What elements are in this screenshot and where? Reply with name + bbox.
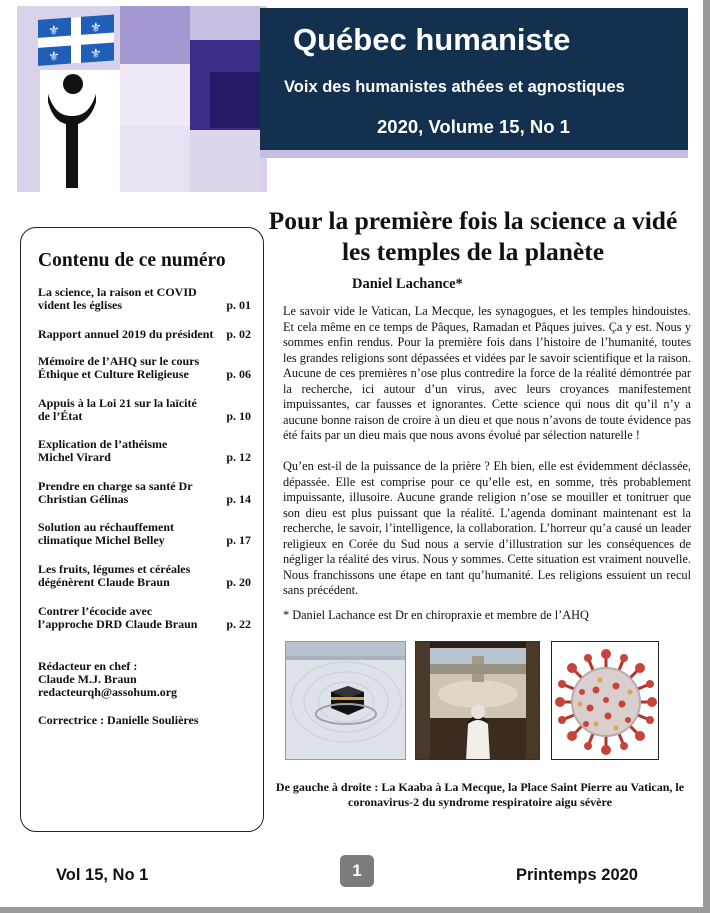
editor-label: Rédacteur en chef : xyxy=(38,659,138,673)
page-number-badge: 1 xyxy=(340,855,374,887)
coronavirus-image xyxy=(551,641,659,760)
svg-text:⚜: ⚜ xyxy=(48,49,60,66)
toc-item[interactable] xyxy=(38,605,253,631)
toc-item-text: Appuis à la Loi 21 sur la laïcité de l’État xyxy=(38,396,197,423)
magazine-title: Québec humaniste xyxy=(293,22,571,57)
footer-volume: Vol 15, No 1 xyxy=(56,866,149,884)
page-frame-bottom xyxy=(0,907,710,913)
vatican-photo xyxy=(415,641,540,760)
toc-item-page: p. 01 xyxy=(226,298,251,312)
article-paragraph: Le savoir vide le Vatican, La Mecque, les synagogues, et les temples hindouistes. Et cela même en ce temps de Pâques, Ramadan et Pâques juives. Ça y est. Nous y sommes enfin rendus. Pour la première fois dans l’histoire de l’humanité, toutes les grandes religions sont dépassées et vidées par le savoir scientifique et la raison. Aucune de ces premières n’ose plus contredire la force de la réalité démontrée par la recherche, ici autour d’un virus, avec leurs croyances manifestement impuissantes, car fausses et ignorantes. Cette science qui nous dit qu’il n’y a aucune bonne raison de croire à un dieu et que nous n’avons de toute évidence pas été faits par un dieu mais que nous avons évolué par sélection naturelle ! xyxy=(283,304,691,442)
toc-item-page: p. 10 xyxy=(226,409,251,423)
editor-name: Claude M.J. Braun xyxy=(38,672,137,686)
toc-title: Contenu de ce numéro xyxy=(38,250,226,271)
proofreader: Correctrice : Danielle Soulières xyxy=(38,713,199,727)
toc-item-text: Explication de l’athéisme Michel Virard xyxy=(38,437,168,464)
toc-item[interactable] xyxy=(38,286,253,312)
mosaic-tile xyxy=(120,126,190,192)
editor-email[interactable]: redacteurqh@assohum.org xyxy=(38,685,178,699)
quebec-flag-icon xyxy=(36,10,118,70)
footer-season: Printemps 2020 xyxy=(516,866,638,884)
toc-item-page: p. 20 xyxy=(226,575,251,589)
article-paragraph: Qu’en est-il de la puissance de la prière ? Eh bien, elle est évidemment déclassée, dépassée. Elle est comprise pour ce qu’elle est, en somme, très probablement impuissante, illusoire. Aucune grande religion n’ose se mouiller et tonitruer que son dieu est plus puissant que la réalité. L’agenda dominant maintenant est la recherche, le savoir, l’intelligence, la collaboration. L’horreur qu’a causé un leader religieux en Corée du Sud nous a servie d’illustration sur les conséquences de négliger la réalité des virus. Nous y sommes. Cette situation est vraiment nouvelle. Nous franchissons une étape en tant qu’humanité. Les religions essuient un recul sans précédent. xyxy=(283,459,691,597)
toc-item-text: Solution au réchauffement climatique Michel Belley xyxy=(38,520,174,547)
svg-text:⚜: ⚜ xyxy=(90,46,102,63)
happy-human-logo-icon xyxy=(44,72,100,188)
toc-item-text: Les fruits, légumes et céréales dégénèrent Claude Braun xyxy=(38,562,191,589)
toc-item[interactable] xyxy=(38,397,253,423)
svg-text:⚜: ⚜ xyxy=(48,23,60,40)
toc-item-page: p. 12 xyxy=(226,450,251,464)
mosaic-tile xyxy=(210,72,260,128)
toc-item[interactable] xyxy=(38,521,253,547)
svg-text:⚜: ⚜ xyxy=(90,20,102,37)
issue-volume: 2020, Volume 15, No 1 xyxy=(377,116,570,137)
toc-item[interactable] xyxy=(38,563,253,589)
article-author: Daniel Lachance* xyxy=(352,276,463,292)
kaaba-photo xyxy=(285,641,406,760)
toc-item-page: p. 02 xyxy=(226,327,251,341)
toc-item-page: p. 14 xyxy=(226,492,251,506)
toc-item-text: Rapport annuel 2019 du président xyxy=(38,327,214,341)
mosaic-strip xyxy=(260,150,688,158)
toc-item-page: p. 17 xyxy=(226,533,251,547)
mosaic-tile xyxy=(120,64,190,126)
toc-item[interactable] xyxy=(38,328,253,341)
toc-item[interactable] xyxy=(38,438,253,464)
article-title: Pour la première fois la science a vidé les temples de la planète xyxy=(268,206,678,266)
toc-item-text: Prendre en charge sa santé Dr Christian Gélinas xyxy=(38,479,193,506)
mosaic-tile xyxy=(190,130,260,192)
toc-item-page: p. 22 xyxy=(226,617,251,631)
toc-item-text: Contrer l’écocide avec l’approche DRD Claude Braun xyxy=(38,604,198,631)
photo-caption: De gauche à droite : La Kaaba à La Mecque, la Place Saint Pierre au Vatican, le coronavirus-2 du syndrome respiratoire aigu sévère xyxy=(275,780,685,809)
page-frame-right xyxy=(703,0,710,913)
toc-item[interactable] xyxy=(38,480,253,506)
mosaic-tile xyxy=(120,6,190,64)
toc-item[interactable] xyxy=(38,355,253,381)
toc-item-text: La science, la raison et COVID vident les églises xyxy=(38,285,197,312)
author-note: * Daniel Lachance est Dr en chiropraxie et membre de l’AHQ xyxy=(283,608,589,622)
toc-item-page: p. 06 xyxy=(226,367,251,381)
magazine-subtitle: Voix des humanistes athées et agnostiques xyxy=(284,78,625,96)
toc-item-text: Mémoire de l’AHQ sur le cours Éthique et Culture Religieuse xyxy=(38,354,200,381)
